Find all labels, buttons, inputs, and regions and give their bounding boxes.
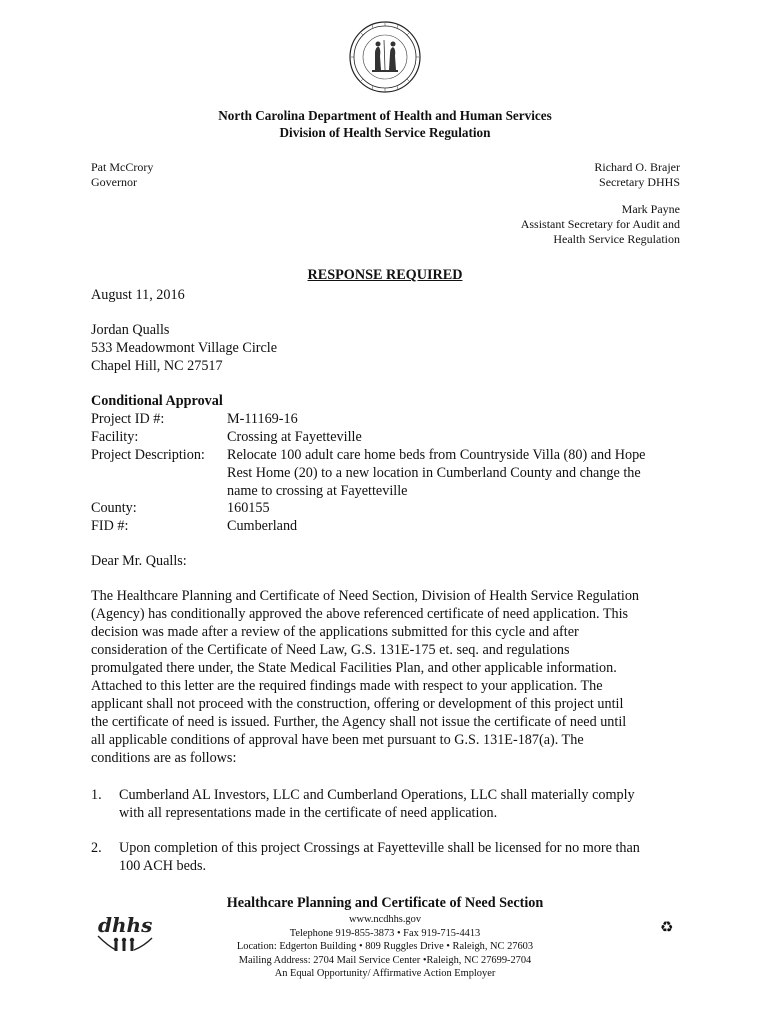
recipient-city: Chapel Hill, NC 27517 <box>91 358 223 374</box>
condition-2-text <box>119 839 684 875</box>
body-line: promulgated there under, the State Medical Facilities Plan, and other applicable information. <box>91 660 617 676</box>
secretary-title: Secretary DHHS <box>599 175 680 189</box>
secretary-block <box>521 160 680 247</box>
county-value: 160155 <box>227 500 270 516</box>
description-line: Relocate 100 adult care home beds from Countryside Villa (80) and Hope <box>227 447 646 463</box>
body-paragraph <box>91 587 681 767</box>
footer-contact <box>0 913 770 981</box>
recipient-address <box>91 321 277 375</box>
recipient-name: Jordan Qualls <box>91 322 170 338</box>
approval-heading: Conditional Approval <box>91 393 223 409</box>
description-value <box>227 446 645 500</box>
svg-text:dhhs: dhhs <box>98 913 153 937</box>
footer-eeo: An Equal Opportunity/ Affirmative Action Employer <box>274 968 496 980</box>
governor-title: Governor <box>91 175 137 189</box>
body-line: consideration of the Certificate of Need Law, G.S. 131E-175 et. seq. and regulations <box>91 642 570 658</box>
secretary-name: Richard O. Brajer <box>594 160 680 174</box>
facility-value: Crossing at Fayetteville <box>227 429 362 445</box>
body-line: conditions are as follows: <box>91 750 237 766</box>
department-name: North Carolina Department of Health and Human Services <box>218 108 552 123</box>
footer-mailing: Mailing Address: 2704 Mail Service Center •Raleigh, NC 27699-2704 <box>238 954 532 966</box>
body-line: all applicable conditions of approval have been met pursuant to G.S. 131E-187(a). The <box>91 732 584 748</box>
footer-location: Location: Edgerton Building • 809 Ruggles Drive • Raleigh, NC 27603 <box>236 941 534 953</box>
footer-phone: Telephone 919-855-3873 • Fax 919-715-4413 <box>289 927 481 939</box>
assistant-secretary-name: Mark Payne <box>621 202 680 216</box>
assistant-secretary-title-2: Health Service Regulation <box>553 232 680 246</box>
description-line: name to crossing at Fayetteville <box>227 483 408 499</box>
body-line: (Agency) has conditionally approved the above referenced certificate of need application. This <box>91 606 629 622</box>
recycle-icon: ♻ <box>660 918 674 936</box>
project-id-value: M-11169-16 <box>227 411 298 427</box>
governor-block <box>91 160 153 190</box>
footer-section-name: Healthcare Planning and Certificate of Need Section <box>226 895 544 911</box>
body-line: The Healthcare Planning and Certificate of Need Section, Division of Health Service Regulation <box>91 588 640 604</box>
condition-1-number: 1. <box>91 787 102 803</box>
county-label: County: <box>91 500 137 516</box>
condition-line: Cumberland AL Investors, LLC and Cumberland Operations, LLC shall materially comply <box>119 787 635 803</box>
condition-1-text <box>119 786 684 822</box>
assistant-secretary-title-1: Assistant Secretary for Audit and <box>520 217 680 231</box>
footer-website: www.ncdhhs.gov <box>348 914 422 925</box>
description-label: Project Description: <box>91 447 205 463</box>
condition-2-number: 2. <box>91 840 102 856</box>
condition-line: with all representations made in the certificate of need application. <box>119 805 498 821</box>
governor-name: Pat McCrory <box>91 160 154 174</box>
response-required-notice: RESPONSE REQUIRED <box>307 267 463 283</box>
state-seal <box>348 20 422 94</box>
body-line: decision was made after a review of the applications submitted for this cycle and after <box>91 624 579 640</box>
condition-line: 100 ACH beds. <box>119 858 207 874</box>
project-id-label: Project ID #: <box>91 411 165 427</box>
facility-label: Facility: <box>91 429 139 445</box>
condition-line: Upon completion of this project Crossings at Fayetteville shall be licensed for no more than <box>119 840 640 856</box>
division-name: Division of Health Service Regulation <box>279 125 491 140</box>
description-line: Rest Home (20) to a new location in Cumberland County and change the <box>227 465 641 481</box>
body-line: the certificate of need is issued. Further, the Agency shall not issue the certificate of need until <box>91 714 627 730</box>
fid-value: Cumberland <box>227 518 298 534</box>
fid-label: FID #: <box>91 518 129 534</box>
letter-date: August 11, 2016 <box>91 287 185 303</box>
body-line: Attached to this letter are the required findings made with respect to your application. The <box>91 678 603 694</box>
body-line: applicant shall not proceed with the construction, offering or development of this project until <box>91 696 624 712</box>
recipient-street: 533 Meadowmont Village Circle <box>91 340 278 356</box>
salutation: Dear Mr. Qualls: <box>91 553 187 569</box>
